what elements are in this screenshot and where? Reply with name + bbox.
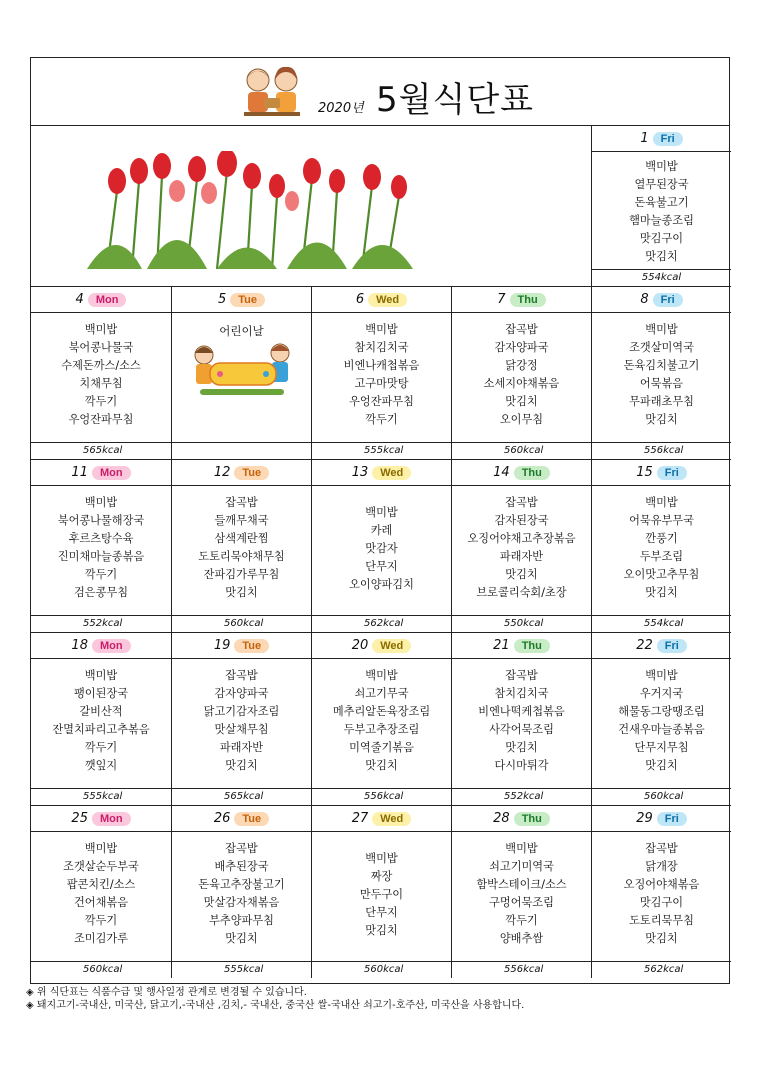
weekday-badge: Tue xyxy=(234,812,269,826)
day-header xyxy=(31,633,171,659)
weekday-badge: Thu xyxy=(510,293,546,307)
calorie-label: 552kcal xyxy=(31,615,171,632)
weekday-badge: Wed xyxy=(372,466,411,480)
menu-item: 쇠고기미역국 xyxy=(489,860,554,873)
notes xyxy=(26,986,524,1012)
day-number: 6 xyxy=(355,292,365,307)
day-number: 18 xyxy=(71,638,88,653)
day-number: 19 xyxy=(213,638,231,653)
menu-list xyxy=(172,667,311,775)
menu-sheet xyxy=(30,57,730,984)
day-cell-26 xyxy=(171,805,311,978)
menu-item: 잡곡밥 xyxy=(225,496,258,509)
menu-item: 조갯살미역국 xyxy=(629,341,694,354)
weekday-badge: Wed xyxy=(368,293,407,307)
day-header xyxy=(172,460,311,486)
calorie-label: 555kcal xyxy=(31,788,171,805)
menu-list xyxy=(172,840,311,948)
menu-item: 단무지 xyxy=(365,560,398,573)
menu-item: 어묵볶음 xyxy=(639,377,684,390)
day-cell-1 xyxy=(591,126,731,286)
day-cell-20 xyxy=(311,632,451,805)
menu-item: 구멍어묵조림 xyxy=(489,896,554,909)
day-cell-22 xyxy=(591,632,731,805)
calorie-label xyxy=(172,442,311,459)
menu-item: 어묵유부무국 xyxy=(629,514,694,527)
menu-item: 맛김치 xyxy=(645,586,678,599)
day-header xyxy=(452,287,591,313)
day-cell-4 xyxy=(31,286,171,459)
menu-item: 건새우마늘종볶음 xyxy=(618,723,705,736)
menu-list xyxy=(592,158,731,266)
menu-item: 잡곡밥 xyxy=(505,496,538,509)
menu-item: 닭개장 xyxy=(645,860,678,873)
menu-item: 깍두기 xyxy=(84,568,118,581)
menu-item: 다시마튀각 xyxy=(494,759,549,772)
day-cell-8 xyxy=(591,286,731,459)
day-number: 27 xyxy=(351,811,369,826)
menu-item: 후르츠탕수육 xyxy=(68,532,134,545)
weekday-badge: Fri xyxy=(653,293,683,307)
menu-item: 백미밥 xyxy=(84,323,118,336)
day-header xyxy=(312,460,451,486)
menu-item: 백미밥 xyxy=(645,323,678,336)
menu-item: 참치김치국 xyxy=(354,341,409,354)
menu-item: 오징어야채고추장볶음 xyxy=(467,532,576,545)
day-header xyxy=(452,633,591,659)
day-cell-12 xyxy=(171,459,311,632)
menu-item: 두부고추장조림 xyxy=(343,723,420,736)
menu-item: 오징어야채볶음 xyxy=(623,878,700,891)
day-number: 15 xyxy=(636,465,653,480)
menu-item: 잡곡밥 xyxy=(645,842,678,855)
menu-item: 만두구이 xyxy=(359,888,404,901)
page-title: 5월식단표 xyxy=(376,80,535,120)
menu-item: 오이무침 xyxy=(499,413,544,426)
menu-list xyxy=(31,840,171,948)
calorie-label: 556kcal xyxy=(592,442,731,459)
weekday-badge: Mon xyxy=(92,812,131,826)
menu-list xyxy=(592,840,731,948)
menu-item: 맛김치 xyxy=(645,413,678,426)
calorie-label: 562kcal xyxy=(312,615,451,632)
menu-item: 깍두기 xyxy=(84,914,118,927)
weekday-badge: Wed xyxy=(372,639,411,653)
day-number: 28 xyxy=(493,811,510,826)
menu-item: 팝콘치킨/소스 xyxy=(66,878,136,891)
day-number: 26 xyxy=(213,811,231,826)
menu-item: 카레 xyxy=(370,524,393,537)
day-number: 14 xyxy=(493,465,510,480)
menu-item: 잡곡밥 xyxy=(505,323,538,336)
calorie-label: 555kcal xyxy=(312,442,451,459)
weekday-badge: Fri xyxy=(657,812,687,826)
menu-item: 건어채볶음 xyxy=(73,896,129,909)
menu-list xyxy=(452,321,591,429)
menu-item: 잡곡밥 xyxy=(505,669,538,682)
menu-item: 파래자반 xyxy=(219,741,264,754)
menu-item: 맛감자 xyxy=(365,542,398,555)
menu-item: 무파래초무침 xyxy=(629,395,694,408)
day-cell-13 xyxy=(311,459,451,632)
weekday-badge: Fri xyxy=(657,466,687,480)
menu-item: 수제돈까스/소스 xyxy=(61,359,141,372)
calorie-label: 560kcal xyxy=(312,961,451,978)
day-header xyxy=(312,287,451,313)
menu-item: 맛김치 xyxy=(645,759,678,772)
menu-item: 맛김치 xyxy=(645,932,678,945)
header xyxy=(31,58,729,126)
menu-list xyxy=(452,494,591,602)
note-line: ◈ 위 식단표는 식품수급 및 행사일정 관계로 변경될 수 있습니다. xyxy=(26,987,307,998)
menu-item: 백미밥 xyxy=(84,496,118,509)
menu-item: 삼색계란찜 xyxy=(214,532,269,545)
day-number: 21 xyxy=(493,638,510,653)
menu-item: 배추된장국 xyxy=(214,860,269,873)
menu-item: 맛김치 xyxy=(505,568,538,581)
menu-item: 백미밥 xyxy=(645,160,678,173)
menu-item: 맛김치 xyxy=(225,586,258,599)
calorie-label: 556kcal xyxy=(452,961,591,978)
menu-list xyxy=(312,667,451,775)
day-number: 7 xyxy=(497,292,506,307)
menu-item: 사각어묵조림 xyxy=(489,723,554,736)
day-number: 12 xyxy=(213,465,231,480)
menu-item: 쇠고기무국 xyxy=(354,687,409,700)
menu-item: 양배추쌈 xyxy=(499,932,544,945)
menu-list xyxy=(312,850,451,940)
menu-list xyxy=(592,321,731,429)
menu-list xyxy=(31,321,171,429)
menu-item: 우엉잔파무침 xyxy=(349,395,414,408)
menu-list xyxy=(592,494,731,602)
menu-item: 햄마늘종조림 xyxy=(629,214,694,227)
day-header xyxy=(172,287,311,313)
menu-item: 우거지국 xyxy=(639,687,684,700)
menu-item: 맛김치 xyxy=(225,759,258,772)
calorie-label: 556kcal xyxy=(312,788,451,805)
menu-item: 참치김치국 xyxy=(494,687,549,700)
menu-item: 팽이된장국 xyxy=(73,687,129,700)
menu-item: 조갯살순두부국 xyxy=(63,860,139,873)
weekday-badge: Thu xyxy=(514,812,550,826)
menu-item: 조미김가루 xyxy=(73,932,129,945)
day-header xyxy=(312,806,451,832)
menu-list xyxy=(31,667,171,775)
children-illustration xyxy=(236,64,308,120)
menu-item: 백미밥 xyxy=(645,496,678,509)
day-header xyxy=(592,287,731,313)
menu-item: 미역줄기볶음 xyxy=(349,741,414,754)
day-cell-21 xyxy=(451,632,591,805)
day-number: 29 xyxy=(636,811,653,826)
calorie-label: 550kcal xyxy=(452,615,591,632)
day-header xyxy=(592,633,731,659)
weekday-badge: Mon xyxy=(88,293,127,307)
menu-item: 맛김치 xyxy=(505,395,538,408)
weekday-badge: Tue xyxy=(230,293,265,307)
day-cell-15 xyxy=(591,459,731,632)
menu-item: 도토리묵무침 xyxy=(629,914,694,927)
day-number: 25 xyxy=(71,811,88,826)
day-cell-6 xyxy=(311,286,451,459)
day-header xyxy=(31,806,171,832)
menu-item: 닭고기감자조림 xyxy=(203,705,280,718)
day-cell-11 xyxy=(31,459,171,632)
menu-item: 비엔나캐첩볶음 xyxy=(343,359,420,372)
menu-item: 우엉잔파무침 xyxy=(68,413,134,426)
menu-item: 백미밥 xyxy=(505,842,538,855)
menu-item: 비엔나떡케첩볶음 xyxy=(478,705,565,718)
menu-item: 깍두기 xyxy=(84,741,118,754)
menu-item: 단무지 xyxy=(365,906,398,919)
day-header xyxy=(31,460,171,486)
week-row-1 xyxy=(31,126,729,286)
weekday-badge: Wed xyxy=(372,812,411,826)
calorie-label: 560kcal xyxy=(452,442,591,459)
menu-item: 오이양파김치 xyxy=(349,578,414,591)
menu-item: 갈비산적 xyxy=(79,705,123,718)
menu-item: 감자된장국 xyxy=(494,514,549,527)
menu-item: 두부조림 xyxy=(639,550,684,563)
weekday-badge: Fri xyxy=(657,639,687,653)
menu-item: 돈육김치불고기 xyxy=(623,359,700,372)
menu-item: 깐풍기 xyxy=(645,532,678,545)
day-cell-7 xyxy=(451,286,591,459)
menu-item: 잔멸치파리고추볶음 xyxy=(52,723,150,736)
menu-item: 해물동그랑땡조림 xyxy=(618,705,705,718)
calorie-label: 560kcal xyxy=(31,961,171,978)
calorie-label: 554kcal xyxy=(592,615,731,632)
menu-item: 검은콩무침 xyxy=(73,586,129,599)
weekday-badge: Mon xyxy=(92,466,131,480)
menu-item: 백미밥 xyxy=(84,842,118,855)
menu-item: 백미밥 xyxy=(365,323,398,336)
day-number: 5 xyxy=(217,292,227,307)
menu-item: 맛김구이 xyxy=(639,896,684,909)
menu-item: 파래자반 xyxy=(499,550,544,563)
menu-item: 잔파김가루무침 xyxy=(203,568,280,581)
menu-item: 고구마맛탕 xyxy=(354,377,409,390)
menu-item: 치채무침 xyxy=(79,377,123,390)
menu-item: 맛김치 xyxy=(365,759,398,772)
note-line: ◈ 돼지고기-국내산, 미국산, 닭고기,-국내산 ,김치,- 국내산, 중국산 쌀-국내산 쇠고기-호주산, 미국산을 사용합니다. xyxy=(26,1000,525,1011)
menu-item: 도토리묵야채무침 xyxy=(198,550,285,563)
menu-item: 함박스테이크/소스 xyxy=(476,878,567,891)
menu-item: 감자양파국 xyxy=(494,341,549,354)
menu-list xyxy=(592,667,731,775)
day-cell-14 xyxy=(451,459,591,632)
calorie-label: 562kcal xyxy=(592,961,731,978)
day-header xyxy=(592,806,731,832)
year-label: 2020년 xyxy=(318,101,364,116)
menu-item: 메추리알돈육장조림 xyxy=(332,705,431,718)
menu-item: 깍두기 xyxy=(365,413,398,426)
menu-item: 깍두기 xyxy=(84,395,118,408)
menu-item: 열무된장국 xyxy=(634,178,689,191)
weekday-badge: Thu xyxy=(514,466,550,480)
menu-item: 오이맛고추무침 xyxy=(623,568,700,581)
menu-item: 잡곡밥 xyxy=(225,669,258,682)
menu-item: 백미밥 xyxy=(645,669,678,682)
day-header xyxy=(172,633,311,659)
calorie-label: 555kcal xyxy=(172,961,311,978)
menu-item: 맛김구이 xyxy=(639,232,684,245)
menu-list xyxy=(312,504,451,594)
menu-list xyxy=(452,840,591,948)
day-header xyxy=(452,806,591,832)
weekday-badge: Fri xyxy=(653,132,683,146)
day-number: 20 xyxy=(351,638,369,653)
menu-item: 브로콜리숙회/초장 xyxy=(476,586,567,599)
menu-item: 돈육고추장불고기 xyxy=(198,878,285,891)
childrens-day-illustration xyxy=(190,339,294,403)
menu-item: 백미밥 xyxy=(84,669,118,682)
menu-list xyxy=(452,667,591,775)
day-header xyxy=(172,806,311,832)
weekday-badge: Tue xyxy=(234,466,269,480)
menu-item: 맛살감자채볶음 xyxy=(203,896,280,909)
weekday-badge: Mon xyxy=(92,639,131,653)
menu-item: 잡곡밥 xyxy=(225,842,258,855)
menu-item: 돈육불고기 xyxy=(634,196,689,209)
menu-item: 맛김치 xyxy=(365,924,398,937)
day-cell-19 xyxy=(171,632,311,805)
day-cell-29 xyxy=(591,805,731,978)
menu-list xyxy=(312,321,451,429)
day-number: 11 xyxy=(71,465,88,480)
menu-item: 맛살채무침 xyxy=(214,723,269,736)
menu-item: 단무지무침 xyxy=(634,741,689,754)
menu-item: 깻잎지 xyxy=(84,759,118,772)
menu-item: 들깨무채국 xyxy=(214,514,269,527)
day-cell-18 xyxy=(31,632,171,805)
holiday-label: 어린이날 xyxy=(219,324,264,338)
calorie-label: 565kcal xyxy=(31,442,171,459)
weekday-badge: Thu xyxy=(514,639,550,653)
day-header xyxy=(592,460,731,486)
menu-item: 짜장 xyxy=(370,870,393,883)
day-header xyxy=(452,460,591,486)
day-header xyxy=(592,126,731,152)
menu-item: 백미밥 xyxy=(365,669,398,682)
calorie-label: 560kcal xyxy=(592,788,731,805)
day-cell-25 xyxy=(31,805,171,978)
menu-item: 맛김치 xyxy=(505,741,538,754)
menu-item: 백미밥 xyxy=(365,852,398,865)
menu-list xyxy=(172,494,311,602)
menu-item: 감자양파국 xyxy=(214,687,269,700)
weekday-badge: Tue xyxy=(234,639,269,653)
calorie-label: 565kcal xyxy=(172,788,311,805)
menu-item: 부추양파무침 xyxy=(209,914,274,927)
menu-item: 백미밥 xyxy=(365,506,398,519)
calorie-label: 560kcal xyxy=(172,615,311,632)
day-cell-5 xyxy=(171,286,311,459)
day-number: 8 xyxy=(640,292,649,307)
tulips-image xyxy=(87,151,413,269)
day-header xyxy=(312,633,451,659)
day-cell-27 xyxy=(311,805,451,978)
day-header xyxy=(31,287,171,313)
menu-item: 북어콩나물해장국 xyxy=(57,514,145,527)
menu-item: 맛김치 xyxy=(645,250,678,263)
day-number: 4 xyxy=(75,292,84,307)
menu-list xyxy=(31,494,171,602)
day-number: 1 xyxy=(640,131,649,146)
day-number: 22 xyxy=(636,638,653,653)
menu-item: 맛김치 xyxy=(225,932,258,945)
menu-item: 닭강정 xyxy=(505,359,538,372)
menu-item: 북어콩나물국 xyxy=(68,341,134,354)
menu-item: 깍두기 xyxy=(505,914,538,927)
menu-item: 소세지야채볶음 xyxy=(483,377,560,390)
calorie-label: 554kcal xyxy=(592,269,731,286)
day-cell-28 xyxy=(451,805,591,978)
day-number: 13 xyxy=(351,465,369,480)
calorie-label: 552kcal xyxy=(452,788,591,805)
menu-item: 진미채마늘종볶음 xyxy=(57,550,145,563)
